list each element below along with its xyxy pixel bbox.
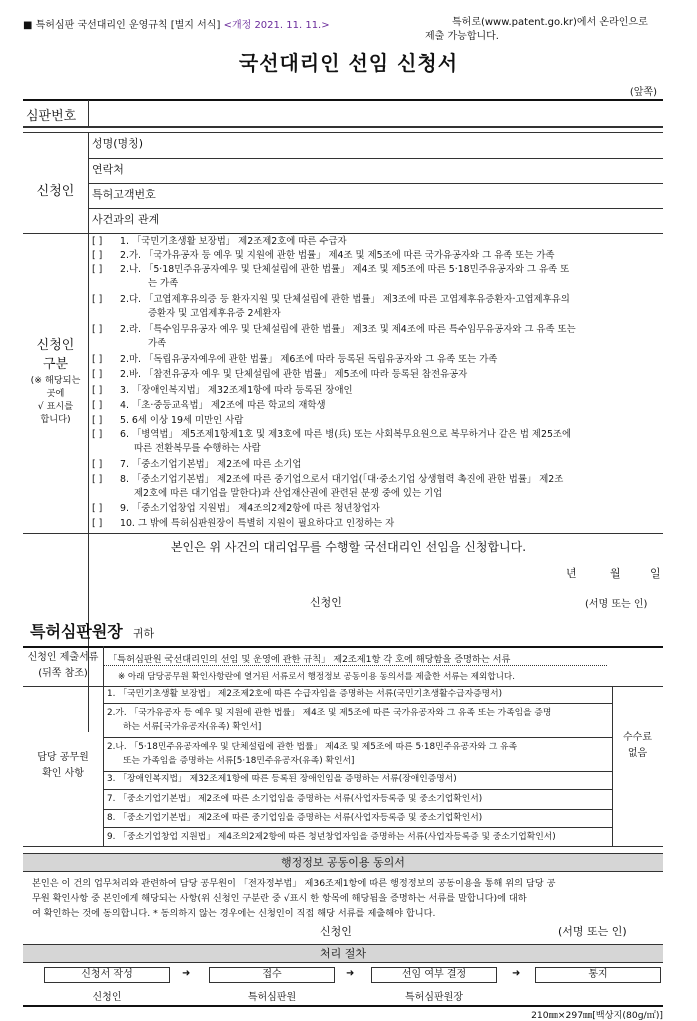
case-relation-field[interactable] xyxy=(180,209,660,233)
declaration-text: 본인은 위 사건의 대리업무를 수행할 국선대리인 선임을 신청합니다. xyxy=(170,540,527,554)
category-item[interactable]: [ ] 2.나. 「5·18민주유공자예우 및 단체설립에 관한 법률」 제4조 및 제5조에 따른 5·18민주유공자와 그 유족 또 xyxy=(92,264,570,275)
checkbox[interactable]: [ ] xyxy=(92,400,103,411)
officer-check-item: 3. 「장애인복지법」 제32조제1항에 따른 등록된 장애인임을 증명하는 서류(장애인증명서) xyxy=(107,774,457,784)
category-item[interactable]: [ ] 1. 「국민기초생활 보장법」 제2조제2호에 따른 수급자 xyxy=(92,236,347,247)
online-note-line-1: 특허로(www.patent.go.kr)에서 온라인으로 xyxy=(452,17,648,28)
checkbox[interactable]: [ ] xyxy=(92,236,103,247)
fee-title: 수수료 xyxy=(623,732,652,743)
checkbox[interactable]: [ ] xyxy=(92,459,103,470)
step-actor: 특허심판원 xyxy=(247,992,297,1003)
checkbox[interactable]: [ ] xyxy=(92,503,103,514)
checkbox[interactable]: [ ] xyxy=(92,354,103,365)
submit-docs-text: 「특허심판원 국선대리인의 선임 및 운영에 관한 규칙」 제2조제1항 각 호에 해당함을 증명하는 서류 xyxy=(108,654,511,665)
paper-spec: 210㎜×297㎜[백상지(80g/㎡)] xyxy=(531,1010,663,1021)
category-item[interactable]: [ ] 2.마. 「독립유공자예우에 관한 법률」 제6조에 따라 등록된 독립유공자와 그 유족 또는 가족 xyxy=(92,354,498,365)
fee-value: 없음 xyxy=(627,748,648,759)
category-item-continued: 따른 전환복무를 수행하는 사람 xyxy=(134,443,261,454)
officer-check-item: 8. 「중소기업기본법」 제2조에 따른 중기업임을 증명하는 서류(사업자등록증 및 중소기업확인서) xyxy=(107,813,483,823)
customer-number-field[interactable] xyxy=(180,184,660,208)
contact-field[interactable] xyxy=(180,159,660,183)
name-field-label: 성명(명칭) xyxy=(92,137,144,150)
revision-note: <개정 2021. 11. 11.> xyxy=(223,20,330,31)
category-item-continued: 가족 xyxy=(148,338,167,349)
trial-number-label: 심판번호 xyxy=(26,109,77,124)
submit-docs-label xyxy=(23,650,103,682)
date-month: 월 xyxy=(610,567,621,580)
officer-check-item: 7. 「중소기업기본법」 제2조에 따른 소기업임을 증명하는 서류(사업자등록증 및 중소기업확인서) xyxy=(107,794,483,804)
page-title: 국선대리인 선임 신청서 xyxy=(238,51,459,75)
officer-check-item-continued: 또는 가족임을 증명하는 서류[5·18민주유공자(유족) 확인서] xyxy=(123,756,355,766)
consent-text xyxy=(32,876,662,921)
name-field[interactable] xyxy=(180,133,660,157)
category-hint xyxy=(23,374,88,426)
arrow-right-icon: ➜ xyxy=(346,968,355,979)
category-label-1: 신청인 xyxy=(36,338,75,353)
officer-check-label xyxy=(23,750,103,782)
checkbox[interactable]: [ ] xyxy=(92,294,103,305)
category-item[interactable]: [ ] 2.바. 「참전유공자 예우 및 단체설립에 관한 법률」 제5조에 따라 등록된 참전유공자 xyxy=(92,369,468,380)
fee-label xyxy=(612,730,663,762)
category-item-continued: 증환자 및 고엽제후유증 2세환자 xyxy=(148,308,281,319)
step-actor: 특허심판원장 xyxy=(405,992,463,1003)
date-day: 일 xyxy=(650,567,661,580)
category-item[interactable]: [ ] 2.라. 「특수임무유공자 예우 및 단체설립에 관한 법률」 제3조 및 제4조에 따른 특수임무유공자와 그 유족 또는 xyxy=(92,324,576,335)
step-appointment-decision: 선임 여부 결정 xyxy=(371,967,497,983)
category-item[interactable]: [ ] 4. 「초·중등교육법」 제2조에 따른 학교의 재학생 xyxy=(92,400,326,411)
checkbox[interactable]: [ ] xyxy=(92,264,103,275)
category-hint-line: 합니다) xyxy=(40,414,71,425)
procedure-header xyxy=(23,944,663,963)
category-item[interactable]: [ ] 5. 6세 이상 19세 미만인 사람 xyxy=(92,415,244,426)
category-item-continued: 제2호에 따른 대기업을 말한다)과 산업재산권에 관련된 분쟁 중에 있는 기업 xyxy=(134,488,443,499)
officer-check-item: 2.가. 「국가유공자 등 예우 및 지원에 관한 법률」 제4조 및 제5조에 따른 국가유공자와 그 유족 또는 가족임을 증명 xyxy=(107,708,552,718)
step-receipt: 접수 xyxy=(209,967,335,983)
arrow-right-icon: ➜ xyxy=(512,968,521,979)
addressee-suffix: 귀하 xyxy=(132,627,155,640)
category-item[interactable]: [ ] 9. 「중소기업창업 지원법」 제4조의2제2항에 따른 청년창업자 xyxy=(92,503,380,514)
step-notification: 통지 xyxy=(535,967,661,983)
regulation-text: ■ 특허심판 국선대리인 운영규칙 [별지 서식] xyxy=(23,20,221,31)
step-actor: 신청인 xyxy=(92,992,122,1003)
consent-signer-label: 신청인 xyxy=(320,925,352,938)
case-relation-label: 사건과의 관계 xyxy=(92,213,160,226)
checkbox[interactable]: [ ] xyxy=(92,250,103,261)
submit-docs-title: 신청인 제출서류 xyxy=(27,652,99,663)
officer-check-item: 9. 「중소기업창업 지원법」 제4조의2제2항에 따른 청년창업자임을 증명하는 서류(사업자등록증 및 중소기업확인서) xyxy=(107,832,556,842)
checkbox[interactable]: [ ] xyxy=(92,369,103,380)
category-label xyxy=(23,334,88,426)
category-item[interactable]: [ ] 2.가. 「국가유공자 등 예우 및 지원에 관한 법률」 제4조 및 제5조에 따른 국가유공자와 그 유족 또는 가족 xyxy=(92,250,555,261)
contact-field-label: 연락처 xyxy=(92,163,124,176)
online-note xyxy=(425,16,685,44)
checkbox[interactable]: [ ] xyxy=(92,415,103,426)
category-item[interactable]: [ ] 10. 그 밖에 특허심판원장이 특별히 지원이 필요하다고 인정하는 자 xyxy=(92,518,395,529)
consent-line: 본인은 이 건의 업무처리와 관련하여 담당 공무원이 「전자정부법」 제36조제1항에 따른 행정정보의 공동이용을 통해 위의 담당 공 xyxy=(32,878,556,889)
category-item[interactable]: [ ] 6. 「병역법」 제5조제1항제1호 및 제3호에 따른 병(兵) 또는 사회복무요원으로 복무하거나 같은 법 제25조에 xyxy=(92,429,572,440)
checkbox[interactable]: [ ] xyxy=(92,324,103,335)
step-write-application: 신청서 작성 xyxy=(44,967,170,983)
category-item[interactable]: [ ] 8. 「중소기업기본법」 제2조에 따른 중기업으로서 대기업(「대·중소기업 상생협력 촉진에 관한 법률」 제2조 xyxy=(92,474,564,485)
officer-check-title: 담당 공무원 xyxy=(37,752,89,763)
date-year: 년 xyxy=(566,567,577,580)
category-hint-line: (※ 해당되는 xyxy=(30,375,81,386)
signer-label: 신청인 xyxy=(310,596,342,609)
category-item[interactable]: [ ] 2.다. 「고엽제후유의증 등 환자지원 및 단체설립에 관한 법률」 제3조에 따른 고엽제후유증환자·고엽제후유의 xyxy=(92,294,570,305)
front-label: (앞쪽) xyxy=(629,87,657,98)
signer-sign: (서명 또는 인) xyxy=(585,599,648,610)
consent-header xyxy=(23,853,663,872)
online-note-line-2: 제출 가능합니다. xyxy=(425,31,499,42)
category-item-continued: 는 가족 xyxy=(148,278,179,289)
category-item[interactable]: [ ] 7. 「중소기업기본법」 제2조에 따른 소기업 xyxy=(92,459,302,470)
checkbox[interactable]: [ ] xyxy=(92,518,103,529)
submit-docs-note: (뒤쪽 참조) xyxy=(38,668,88,679)
arrow-right-icon: ➜ xyxy=(182,968,191,979)
category-hint-line: √ 표시를 xyxy=(37,401,74,412)
consent-sign: (서명 또는 인) xyxy=(558,925,627,938)
consent-line: 무원 확인사항 중 본인에게 해당되는 사항(위 신청인 구분란 중 √표시 한 항목에 해당됨을 증명하는 서류를 말합니다)에 대하 xyxy=(32,893,527,904)
officer-check-item-continued: 하는 서류[국가유공자(유족) 확인서] xyxy=(123,722,262,732)
regulation-caption xyxy=(23,16,330,31)
category-item[interactable]: [ ] 3. 「장애인복지법」 제32조제1항에 따라 등록된 장애인 xyxy=(92,385,353,396)
consent-title: 행정정보 공동이용 동의서 xyxy=(281,856,405,869)
procedure-title: 처리 절차 xyxy=(319,947,366,960)
checkbox[interactable]: [ ] xyxy=(92,429,103,440)
checkbox[interactable]: [ ] xyxy=(92,474,103,485)
customer-number-label: 특허고객번호 xyxy=(92,188,156,201)
category-hint-line: 곳에 xyxy=(46,388,65,399)
officer-check-subtitle: 확인 사항 xyxy=(42,768,84,779)
submit-docs-exclusion: ※ 아래 담당공무원 확인사항란에 열거된 서류로서 행정정보 공동이용 동의서를 제출한 서류는 제외합니다. xyxy=(118,672,515,682)
category-label-2: 구분 xyxy=(42,357,69,372)
trial-number-field[interactable] xyxy=(90,101,660,125)
applicant-label: 신청인 xyxy=(36,184,75,199)
consent-line: 여 확인하는 것에 동의합니다. * 동의하지 않는 경우에는 신청인이 직접 해당 서류를 제출해야 합니다. xyxy=(32,908,436,919)
checkbox[interactable]: [ ] xyxy=(92,385,103,396)
officer-check-item: 1. 「국민기초생활 보장법」 제2조제2호에 따른 수급자임을 증명하는 서류(국민기초생활수급자증명서) xyxy=(107,689,503,699)
officer-check-item: 2.나. 「5·18민주유공자예우 및 단체설립에 관한 법률」 제4조 및 제5조에 따른 5·18민주유공자와 그 유족 xyxy=(107,742,518,752)
addressee xyxy=(30,619,154,642)
addressee-name: 특허심판원장 xyxy=(30,622,123,641)
